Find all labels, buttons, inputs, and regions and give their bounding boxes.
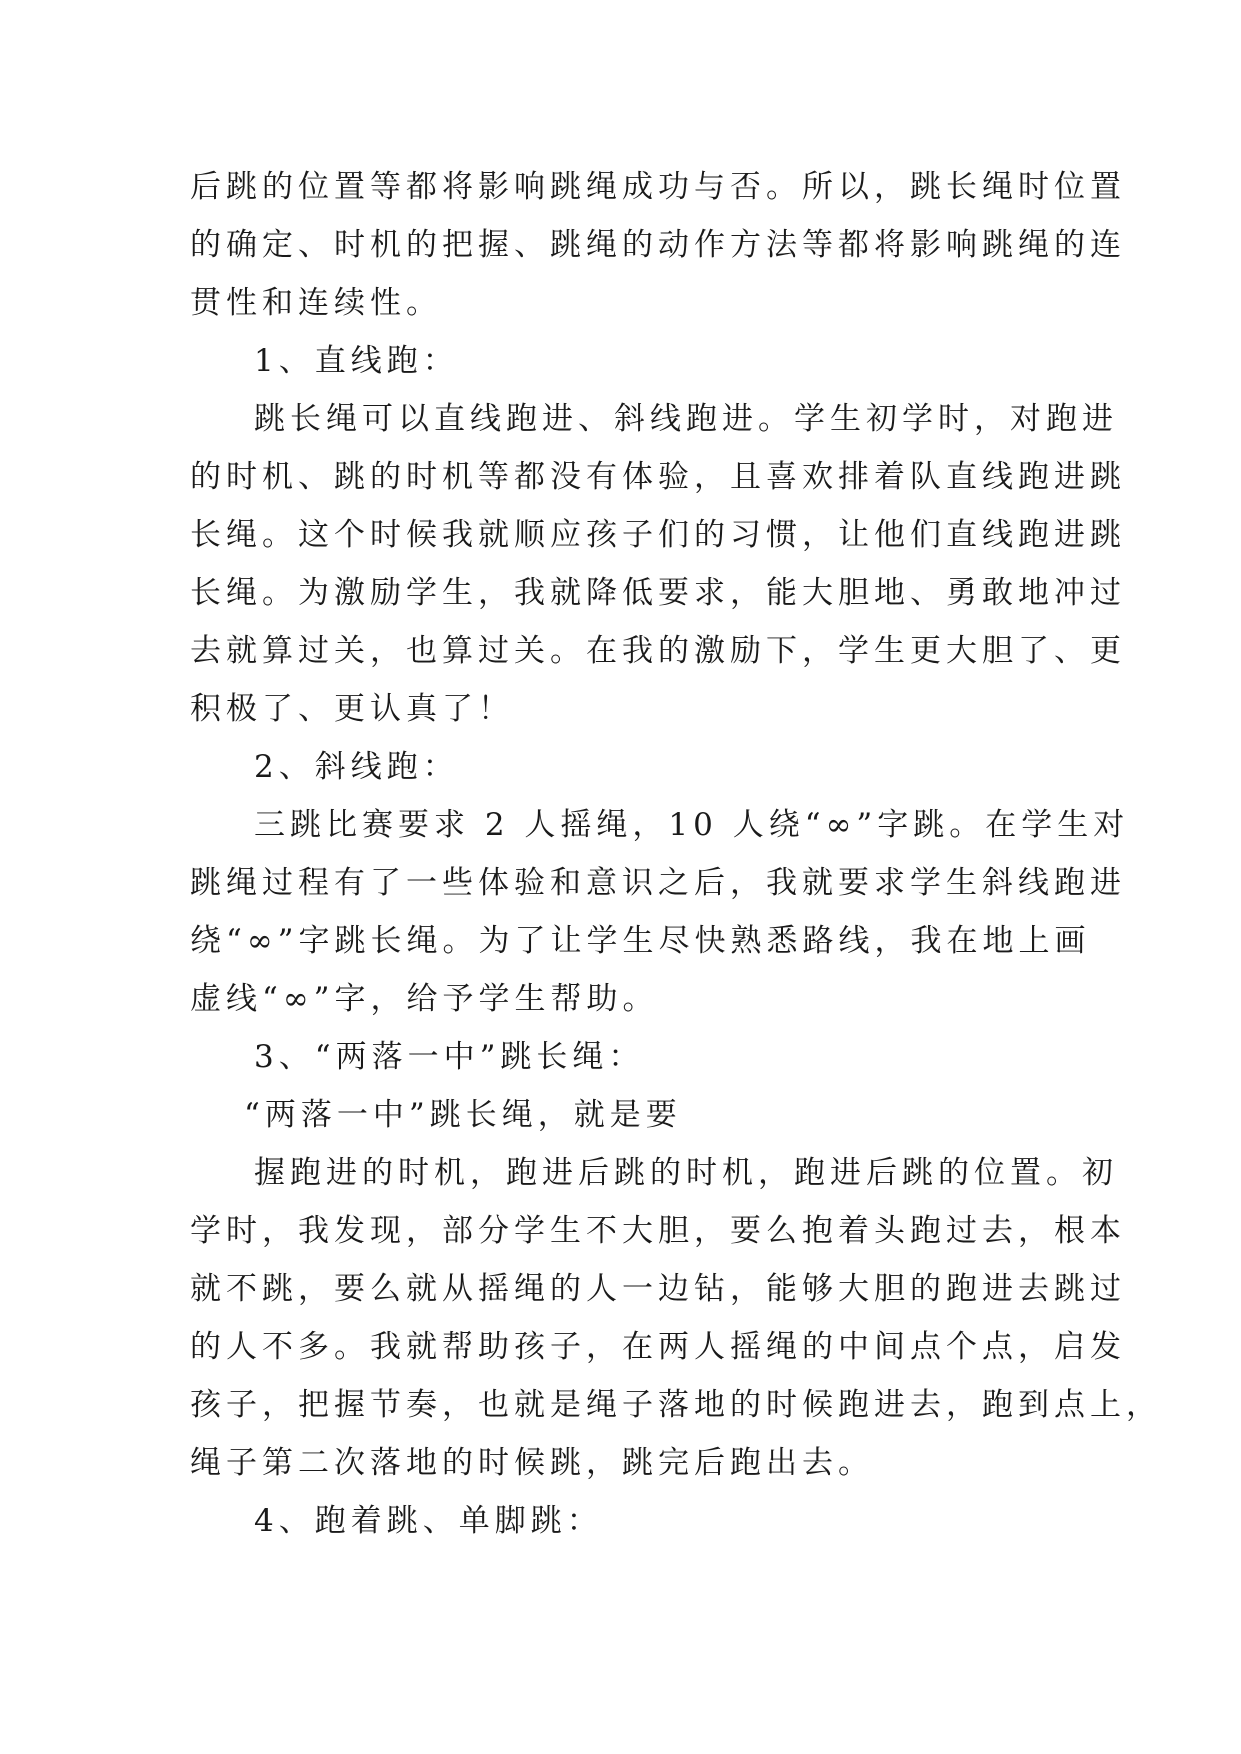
- section-heading-run-and-single-leg: 4、跑着跳、单脚跳：: [254, 1503, 603, 1539]
- paragraph-line: 长绳。为激励学生，我就降低要求，能大胆地、勇敢地冲过: [190, 575, 1126, 611]
- paragraph-line: 跳长绳可以直线跑进、斜线跑进。学生初学时，对跑进: [254, 401, 1118, 437]
- paragraph-line: 贯性和连续性。: [190, 285, 442, 321]
- section-heading-straight-run: 1、直线跑：: [254, 343, 459, 379]
- paragraph-line: 绳子第二次落地的时候跳，跳完后跑出去。: [190, 1445, 874, 1481]
- paragraph-line: 积极了、更认真了！: [190, 691, 514, 727]
- document-body: [190, 158, 1162, 1550]
- paragraph-line: 就不跳，要么就从摇绳的人一边钻，能够大胆的跑进去跳过: [190, 1271, 1126, 1307]
- paragraph-line: 学时，我发现，部分学生不大胆，要么抱着头跑过去，根本: [190, 1213, 1126, 1249]
- paragraph-line: 去就算过关，也算过关。在我的激励下，学生更大胆了、更: [190, 633, 1126, 669]
- paragraph-line: 的时机、跳的时机等都没有体验，且喜欢排着队直线跑进跳: [190, 459, 1126, 495]
- paragraph-line: 后跳的位置等都将影响跳绳成功与否。所以，跳长绳时位置: [190, 169, 1126, 205]
- paragraph-line: 的确定、时机的把握、跳绳的动作方法等都将影响跳绳的连: [190, 227, 1126, 263]
- paragraph-line: 的人不多。我就帮助孩子，在两人摇绳的中间点个点，启发: [190, 1329, 1126, 1365]
- paragraph-line: “两落一中”跳长绳，就是要: [244, 1097, 682, 1133]
- paragraph-line: 握跑进的时机，跑进后跳的时机，跑进后跳的位置。初: [254, 1155, 1118, 1191]
- section-heading-two-falls-one-middle: 3、“两落一中”跳长绳：: [254, 1039, 645, 1075]
- section-heading-diagonal-run: 2、斜线跑：: [254, 749, 459, 785]
- paragraph-line: 长绳。这个时候我就顺应孩子们的习惯，让他们直线跑进跳: [190, 517, 1126, 553]
- paragraph-line: 跳绳过程有了一些体验和意识之后，我就要求学生斜线跑进: [190, 865, 1126, 901]
- paragraph-line: 虚线“∞”字，给予学生帮助。: [190, 981, 659, 1017]
- paragraph-line: 孩子，把握节奏，也就是绳子落地的时候跑进去，跑到点上，: [190, 1387, 1162, 1423]
- paragraph-line: 绕“∞”字跳长绳。为了让学生尽快熟悉路线，我在地上画: [190, 923, 1091, 959]
- paragraph-line: 三跳比赛要求 2 人摇绳，10 人绕“∞”字跳。在学生对: [254, 807, 1130, 843]
